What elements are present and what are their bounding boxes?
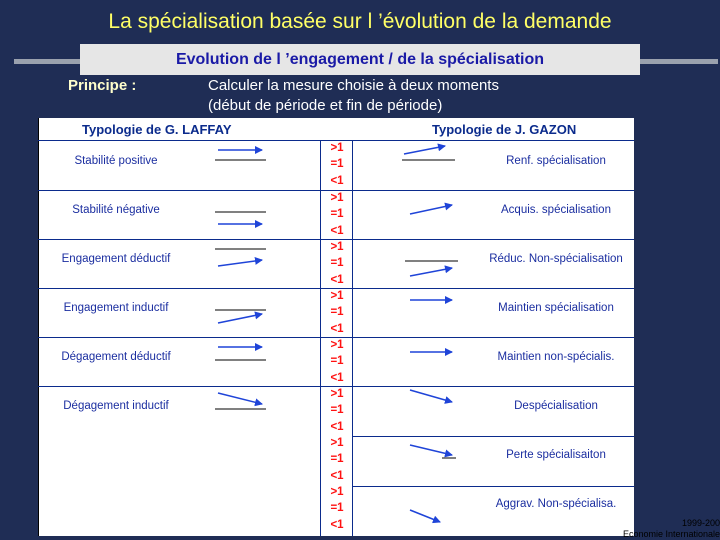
laffay-row-label: Stabilité négative: [72, 204, 160, 216]
ratio-label: <1: [330, 273, 344, 286]
laffay-arrow-engagement-inductif-icon: [215, 310, 266, 323]
ratio-label: >1: [330, 142, 344, 154]
laffay-title: Typologie de G. LAFFAY: [82, 122, 232, 137]
ratio-label: =1: [330, 355, 344, 368]
ratio-label: <1: [330, 469, 344, 482]
laffay-arrow-stabilite-positive-icon: [215, 150, 266, 160]
ratio-label: >1: [330, 486, 344, 498]
laffay-row-label: Dégagement inductif: [63, 400, 169, 412]
banner-text: Evolution de l ’engagement / de la spécialisation: [175, 51, 545, 68]
gazon-row-label: Despécialisation: [514, 400, 598, 412]
ratio-label: <1: [330, 420, 344, 433]
gazon-row-label: Maintien spécialisation: [498, 302, 614, 314]
ratio-label: <1: [330, 371, 344, 384]
ratio-label: <1: [330, 224, 344, 237]
principe-line-2: (début de période et fin de période): [208, 97, 443, 114]
ratio-label: >1: [330, 339, 344, 351]
ratio-label: =1: [330, 306, 344, 319]
principe-line-1: Calculer la mesure choisie à deux moments: [208, 77, 499, 94]
laffay-arrow-stabilite-negative-icon: [215, 212, 266, 224]
gazon-arrow-perte-specialisation-icon: [410, 445, 456, 458]
ratio-label: >1: [330, 290, 344, 302]
principe-label: Principe :: [68, 77, 137, 94]
gazon-arrow-aggrav-non-specialisation-icon: [410, 510, 440, 522]
ratio-label: >1: [330, 388, 344, 400]
ratio-label: =1: [330, 453, 344, 466]
gazon-arrow-renf-specialisation-icon: [402, 146, 455, 160]
laffay-arrow-degagement-inductif-icon: [215, 393, 266, 409]
ratio-label: >1: [330, 192, 344, 204]
gazon-row-label: Renf. spécialisation: [506, 155, 606, 167]
ratio-label: =1: [330, 208, 344, 221]
laffay-row-label: Stabilité positive: [74, 155, 158, 167]
laffay-row-label: Engagement déductif: [61, 253, 171, 265]
ratio-label: <1: [330, 518, 344, 531]
gazon-arrow-reduc-non-specialisation-icon: [405, 261, 458, 276]
footer-year: 1999-200: [681, 518, 720, 528]
ratio-label: <1: [330, 322, 344, 335]
laffay-arrow-degagement-deductif-icon: [215, 347, 266, 360]
gazon-arrow-despecialisation-icon: [410, 390, 452, 402]
gazon-row-label: Aggrav. Non-spécialisa.: [495, 498, 617, 510]
laffay-row-label: Dégagement déductif: [61, 351, 171, 363]
gazon-arrow-acquis-specialisation-icon: [410, 205, 452, 214]
gazon-row-label: Réduc. Non-spécialisation: [489, 253, 623, 265]
laffay-row-label: Engagement inductif: [63, 302, 169, 314]
ratio-label: >1: [330, 437, 344, 449]
ratio-label: =1: [330, 158, 344, 171]
ratio-label: =1: [330, 502, 344, 515]
page-title: La spécialisation basée sur l ’évolution de la demande: [108, 10, 612, 33]
gazon-title: Typologie de J. GAZON: [432, 122, 577, 137]
laffay-arrow-engagement-deductif-icon: [215, 249, 266, 266]
footer-course: Economie Internationale: [622, 529, 720, 539]
ratio-label: =1: [330, 257, 344, 270]
ratio-label: <1: [330, 174, 344, 187]
gazon-row-label: Acquis. spécialisation: [501, 204, 611, 216]
ratio-label: =1: [330, 404, 344, 417]
ratio-label: >1: [330, 241, 344, 253]
gazon-row-label: Maintien non-spécialis.: [497, 351, 615, 363]
gazon-row-label: Perte spécialisaiton: [506, 449, 606, 461]
